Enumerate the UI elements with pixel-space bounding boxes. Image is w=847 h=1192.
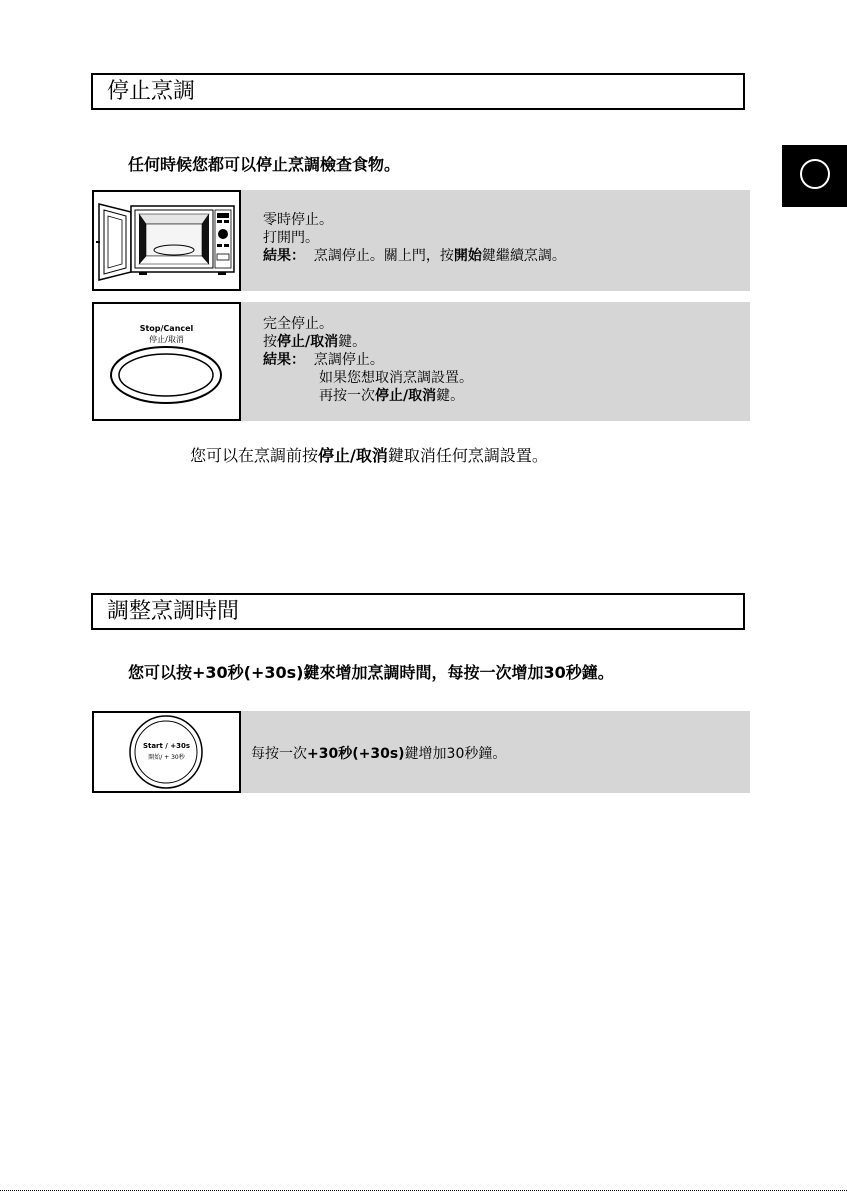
step-result-line [263,387,750,405]
section-intro-adjust-time: 您可以按+30秒(+30s)鍵來增加烹調時間，每按一次增加30秒鐘。 [128,663,614,682]
text-fragment: 按 [263,334,277,350]
step-pause-cooking [91,190,750,291]
step-text-line [263,333,750,351]
result-label: 結果： [263,352,305,368]
step-text-line [251,745,750,763]
button-label-en: Start / +30s [142,742,191,750]
step-full-stop [91,302,750,421]
chapter-tab-circle-icon [800,159,830,189]
section-title-stop-cooking: 停止烹調 [91,73,745,110]
chapter-tab [782,145,847,207]
text-fragment: 鍵取消任何烹調設置。 [387,446,548,465]
step-text-line: 零時停止。 [263,212,333,228]
start-30s-button-illustration [92,711,241,793]
stop-cancel-button-illustration [92,302,241,421]
text-fragment: 鍵。 [436,388,465,404]
step-result-line [263,247,750,265]
step-result-line [263,351,750,369]
stop-cancel-key-name: 停止/取消 [375,388,437,404]
result-text: 鍵繼續烹調。 [481,248,566,264]
text-fragment: 鍵增加30秒鐘。 [404,746,507,762]
stop-cancel-key-name: 停止/取消 [277,334,339,350]
page-bottom-rule [0,1190,847,1191]
step-text-line: 打開門。 [263,230,319,246]
start-key-name: 開始 [453,248,482,264]
step-result-line: 如果您想取消烹調設置。 [319,370,473,386]
button-label-en: Stop/Cancel [139,324,194,333]
step-add-30s [91,711,750,793]
section-intro-stop-cooking: 任何時候您都可以停止烹調檢查食物。 [128,155,401,174]
plus-30s-key-name: +30秒(+30s) [307,746,405,762]
oval-button-icon [94,304,239,419]
stop-cancel-note [190,443,548,466]
section-title-adjust-time: 調整烹調時間 [91,593,745,630]
button-label-zh: 停止/取消 [149,335,184,344]
button-label-zh: 開始/ + 30秒 [148,754,185,761]
microwave-open-door-illustration [92,190,241,291]
step-add-30s-text [241,711,750,793]
step-pause-text [241,190,750,291]
text-fragment: 鍵。 [338,334,367,350]
result-text: 烹調停止。 [313,352,384,368]
text-fragment: 每按一次 [251,746,307,762]
step-full-stop-text [241,302,750,421]
step-text-line: 完全停止。 [263,316,333,332]
microwave-icon [94,192,239,289]
stop-cancel-key-name: 停止/取消 [318,446,388,465]
result-label: 結果： [263,248,305,264]
text-fragment: 再按一次 [319,388,375,404]
result-text: 烹調停止。關上門，按 [313,248,454,264]
text-fragment: 您可以在烹調前按 [190,446,319,465]
